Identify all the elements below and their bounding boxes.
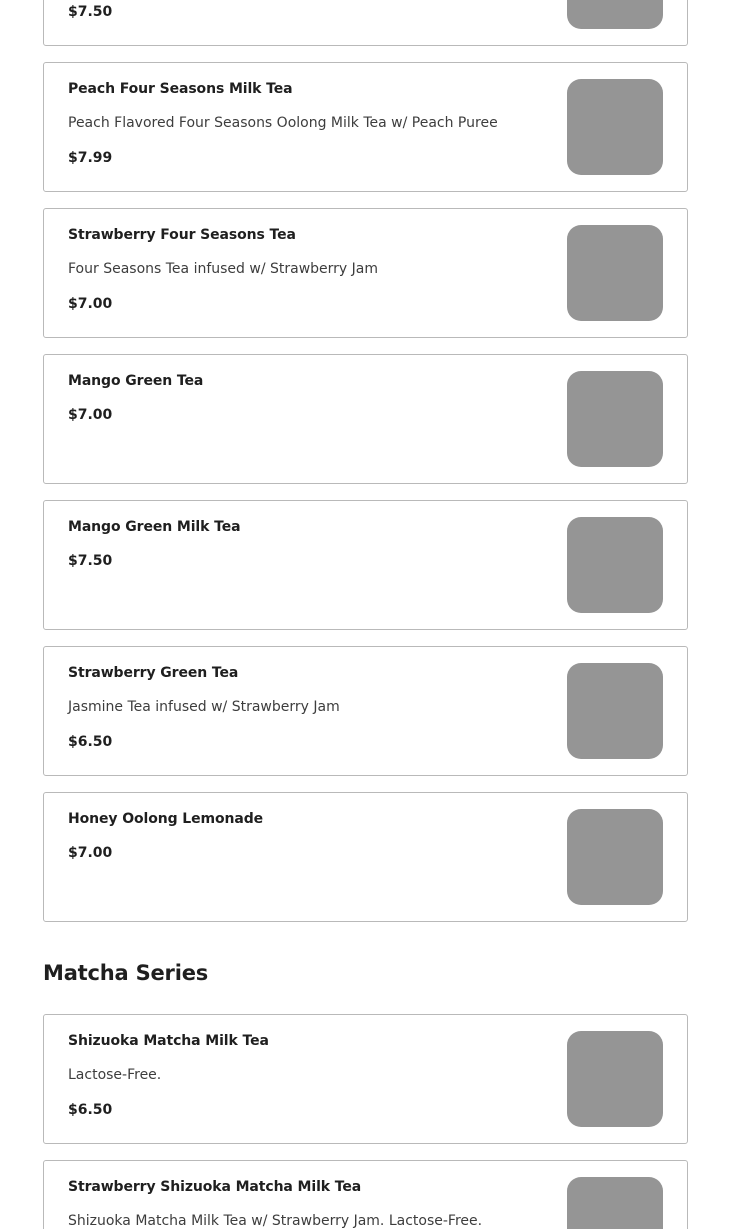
item-price: $7.50 — [68, 4, 113, 20]
item-image — [567, 0, 663, 29]
item-name: Strawberry Four Seasons Tea — [68, 227, 296, 243]
item-price: $6.50 — [68, 734, 113, 750]
item-name: Mango Green Milk Tea — [68, 519, 241, 535]
item-image — [567, 225, 663, 321]
item-image — [567, 809, 663, 905]
item-image — [567, 371, 663, 467]
item-description: Jasmine Tea infused w/ Strawberry Jam — [68, 699, 340, 715]
item-image — [567, 1177, 663, 1229]
item-description: Lactose-Free. — [68, 1067, 162, 1083]
item-description: Four Seasons Tea infused w/ Strawberry Jam — [68, 261, 379, 277]
item-name: Strawberry Green Tea — [68, 665, 239, 681]
menu-item-card[interactable] — [43, 0, 688, 46]
section-title: Matcha Series — [43, 961, 209, 985]
item-image — [567, 1031, 663, 1127]
item-name: Shizuoka Matcha Milk Tea — [68, 1033, 269, 1049]
menu-item-card[interactable] — [43, 354, 688, 484]
item-name: Honey Oolong Lemonade — [68, 811, 264, 827]
menu-item-card[interactable] — [43, 646, 688, 776]
item-price: $7.00 — [68, 407, 113, 423]
item-image — [567, 517, 663, 613]
menu-item-card[interactable] — [43, 1014, 688, 1144]
item-image — [567, 79, 663, 175]
item-description: Peach Flavored Four Seasons Oolong Milk Tea w/ Peach Puree — [68, 115, 498, 131]
menu-item-card[interactable] — [43, 500, 688, 630]
item-price: $7.00 — [68, 296, 113, 312]
item-price: $7.00 — [68, 845, 113, 861]
item-description: Shizuoka Matcha Milk Tea w/ Strawberry Jam. Lactose-Free. — [68, 1213, 483, 1229]
menu-item-card[interactable] — [43, 792, 688, 922]
item-name: Peach Four Seasons Milk Tea — [68, 81, 293, 97]
item-price: $6.50 — [68, 1102, 113, 1118]
item-name: Strawberry Shizuoka Matcha Milk Tea — [68, 1179, 362, 1195]
item-price: $7.50 — [68, 553, 113, 569]
item-image — [567, 663, 663, 759]
menu-item-card[interactable] — [43, 208, 688, 338]
menu-item-card[interactable] — [43, 62, 688, 192]
menu-item-card[interactable] — [43, 1160, 688, 1229]
item-name: Mango Green Tea — [68, 373, 204, 389]
item-price: $7.99 — [68, 150, 113, 166]
